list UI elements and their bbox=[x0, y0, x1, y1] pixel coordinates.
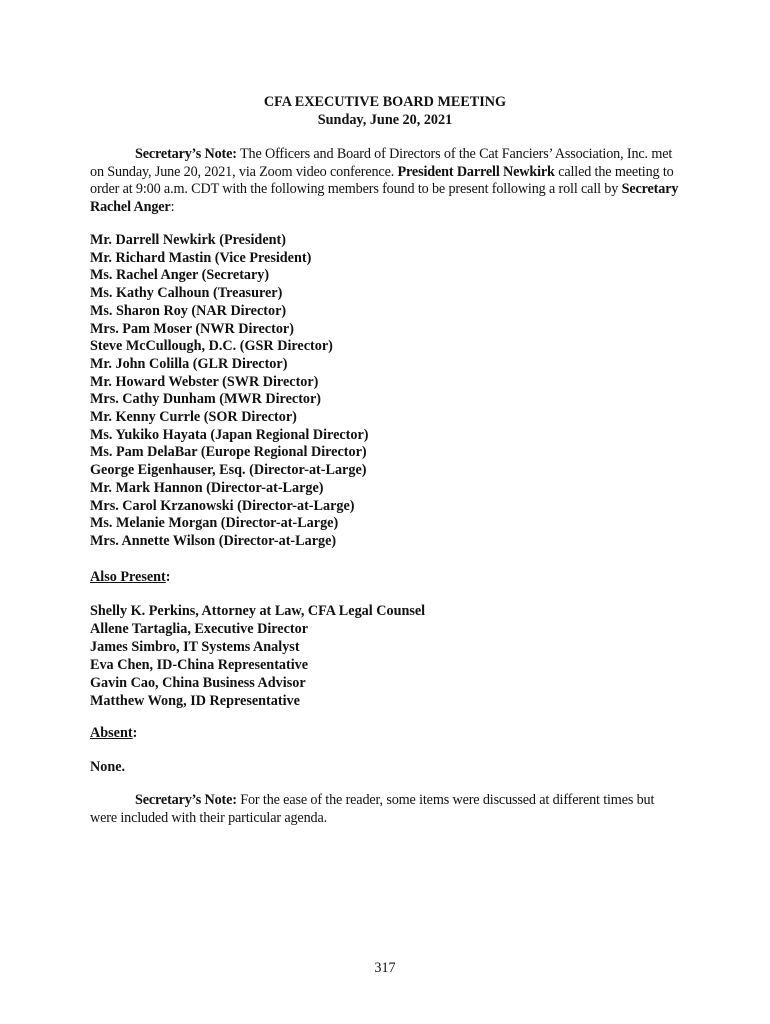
member-item: Steve McCullough, D.C. (GSR Director) bbox=[90, 338, 333, 355]
title-line-1: CFA EXECUTIVE BOARD MEETING bbox=[263, 94, 507, 110]
absent-value: None. bbox=[90, 759, 126, 775]
absent-colon: : bbox=[132, 725, 138, 741]
member-item: Mrs. Pam Moser (NWR Director) bbox=[90, 320, 294, 337]
member-item: Mr. Kenny Currle (SOR Director) bbox=[90, 409, 297, 426]
closing-note-text: For the ease of the reader, some items were discussed at different times but were included with their particular agenda. bbox=[90, 792, 655, 826]
intro-text-3: : bbox=[170, 199, 175, 216]
member-item: Ms. Rachel Anger (Secretary) bbox=[90, 267, 270, 284]
members-present-list bbox=[90, 232, 369, 551]
also-present-list bbox=[90, 602, 425, 710]
member-item: Mr. Howard Webster (SWR Director) bbox=[90, 373, 319, 390]
also-present-item: James Simbro, IT Systems Analyst bbox=[90, 639, 300, 655]
title-line-2: Sunday, June 20, 2021 bbox=[317, 112, 453, 128]
intro-president: President Darrell Newkirk bbox=[397, 163, 555, 180]
also-present-item: Matthew Wong, ID Representative bbox=[90, 693, 300, 709]
member-item: Mr. Richard Mastin (Vice President) bbox=[90, 249, 312, 266]
intro-label: Secretary’s Note: bbox=[135, 146, 237, 162]
also-present-heading-text: Also Present bbox=[90, 569, 166, 585]
member-item: Mr. Darrell Newkirk (President) bbox=[90, 232, 286, 248]
also-present-heading bbox=[90, 569, 171, 587]
intro-text-2: called the meeting to order at 9:00 a.m. CDT with the following members found to be present following a roll call by bbox=[90, 163, 674, 198]
also-present-item: Shelly K. Perkins, Attorney at Law, CFA Legal Counsel bbox=[90, 603, 426, 619]
page-number: 317 bbox=[374, 960, 396, 976]
member-item: Ms. Melanie Morgan (Director-at-Large) bbox=[90, 515, 339, 532]
member-item: Ms. Kathy Calhoun (Treasurer) bbox=[90, 285, 283, 302]
also-present-item: Allene Tartaglia, Executive Director bbox=[90, 621, 309, 637]
also-present-item: Gavin Cao, China Business Advisor bbox=[90, 675, 306, 691]
member-item: George Eigenhauser, Esq. (Director-at-Large) bbox=[90, 462, 367, 479]
member-item: Mrs. Cathy Dunham (MWR Director) bbox=[90, 391, 322, 408]
secretary-note-closing bbox=[90, 792, 680, 827]
absent-heading bbox=[90, 725, 137, 743]
member-item: Mr. Mark Hannon (Director-at-Large) bbox=[90, 479, 324, 496]
member-item: Ms. Sharon Roy (NAR Director) bbox=[90, 302, 287, 319]
intro-text-1: The Officers and Board of Directors of the Cat Fanciers’ Association, Inc. met on Sunday, June 20, 2021, via Zoom video conference. bbox=[90, 146, 673, 180]
also-present-item: Eva Chen, ID-China Representative bbox=[90, 657, 309, 673]
secretary-note-intro bbox=[90, 146, 680, 217]
member-item: Mrs. Annette Wilson (Director-at-Large) bbox=[90, 532, 337, 549]
meeting-title bbox=[0, 93, 770, 129]
closing-note-label: Secretary’s Note: bbox=[135, 792, 237, 808]
member-item: Ms. Yukiko Hayata (Japan Regional Director) bbox=[90, 426, 369, 443]
absent-heading-text: Absent bbox=[90, 725, 133, 741]
member-item: Mr. John Colilla (GLR Director) bbox=[90, 355, 288, 372]
also-present-colon: : bbox=[165, 569, 171, 585]
member-item: Mrs. Carol Krzanowski (Director-at-Large) bbox=[90, 497, 355, 514]
member-item: Ms. Pam DelaBar (Europe Regional Director) bbox=[90, 444, 367, 461]
intro-secretary: Secretary Rachel Anger bbox=[90, 181, 679, 216]
